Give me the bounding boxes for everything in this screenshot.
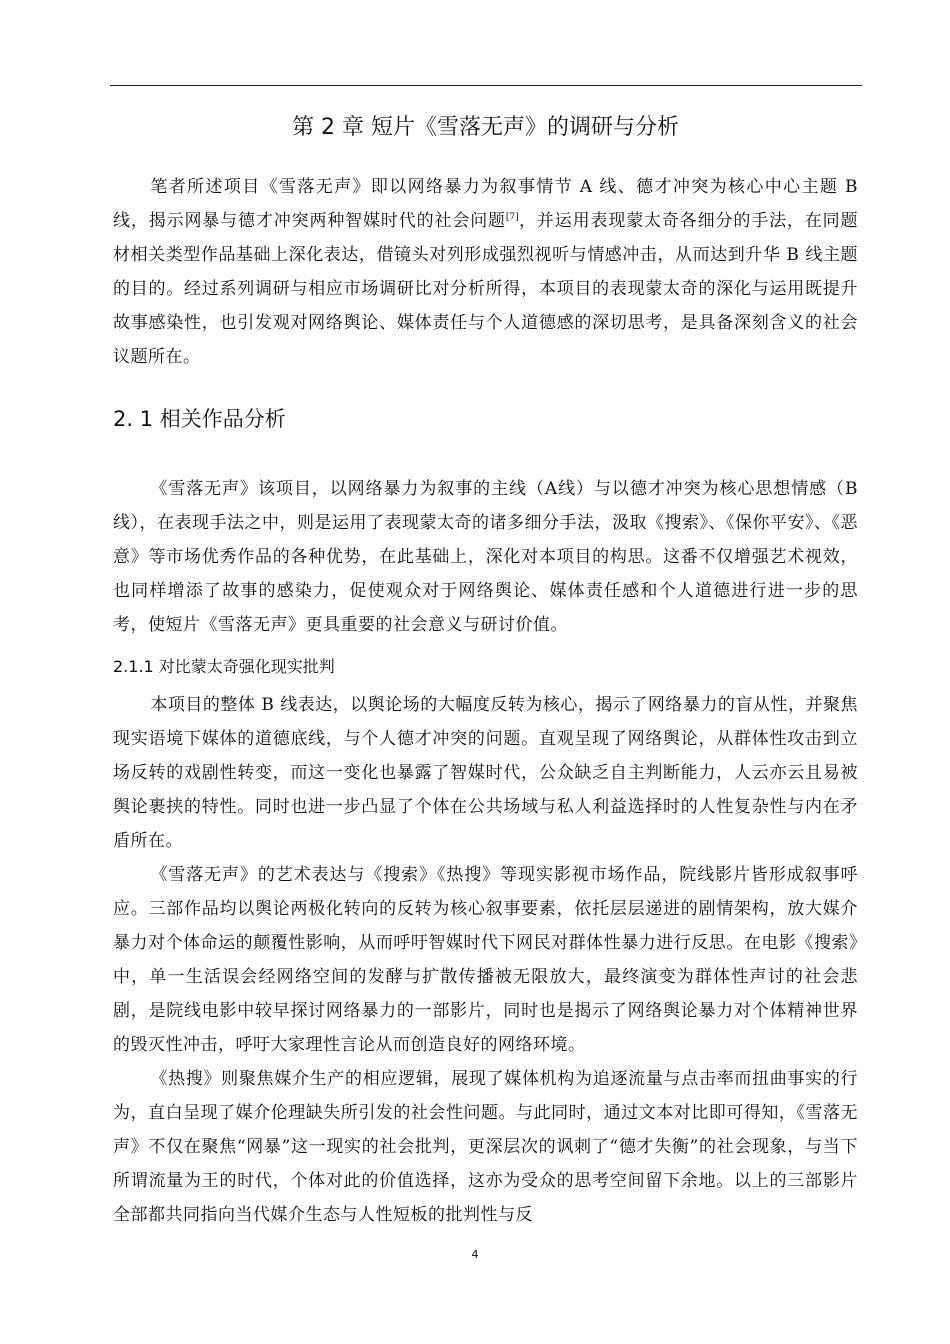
section-title: 2. 1 相关作品分析 <box>113 407 286 431</box>
subsection-title: 2.1.1 对比蒙太奇强化现实批判 <box>113 657 335 676</box>
section-paragraph: 《雪落无声》该项目，以网络暴力为叙事的主线（A线）与以德才冲突为核心思想情感（B线），在表现手法之中，则是运用了表现蒙太奇的诸多细分手法，汲取《搜索》、《保你平安》、《恶意》等市场优秀作品的各种优势，在此基础上，深化对本项目的构思。这番不仅增强艺术视效，也同样增添了故事的感染力，促使观众对于网络舆论、媒体责任感和个人道德进行进一步的思考，使短片《雪落无声》更具重要的社会意义与研讨价值。 <box>113 479 858 635</box>
header-rule <box>110 85 862 86</box>
intro-text: 笔者所述项目《雪落无声》即以网络暴力为叙事情节 A 线、德才冲突为核心中心主题 B 线，揭示网暴与德才冲突两种智媒时代的社会问题 <box>113 177 858 231</box>
subsection-paragraph-2: 《雪落无声》的艺术表达与《搜索》《热搜》等现实影视市场作品，院线影片皆形成叙事呼应。三部作品均以舆论两极化转向的反转为核心叙事要素，依托层层递进的剧情架构，放大媒介暴力对个体命运的颠覆性影响，从而呼吁智媒时代下网民对群体性暴力进行反思。在电影《搜索》中，单一生活误会经网络空间的发酵与扩散传播被无限放大，最终演变为群体性声讨的社会悲剧，是院线电影中较早探讨网络暴力的一部影片，同时也是揭示了网络舆论暴力对个体精神世界的毁灭性冲击，呼吁大家理性言论从而创造良好的网络环境。 <box>113 865 858 1055</box>
intro-paragraph <box>113 170 858 374</box>
subsection-paragraph-1: 本项目的整体 B 线表达，以舆论场的大幅度反转为核心，揭示了网络暴力的盲从性，并聚焦现实语境下媒体的道德底线，与个人德才冲突的问题。直观呈现了网络舆论，从群体性攻击到立场反转的戏剧性转变，而这一变化也暴露了智媒时代，公众缺乏自主判断能力，人云亦云且易被舆论裹挟的特性。同时也进一步凸显了个体在公共场域与私人利益选择时的人性复杂性与内在矛盾所在。 <box>113 695 858 851</box>
page-number: 4 <box>471 1248 479 1261</box>
chapter-title: 第 2 章 短片《雪落无声》的调研与分析 <box>292 115 679 140</box>
subsection-paragraph-3: 《热搜》则聚焦媒介生产的相应逻辑，展现了媒体机构为追逐流量与点击率而扭曲事实的行为，直白呈现了媒介伦理缺失所引发的社会性问题。与此同时，通过文本对比即可得知，《雪落无声》不仅在聚焦“网暴”这一现实的社会批判，更深层次的讽刺了“德才失衡”的社会现象，与当下所谓流量为王的时代，个体对此的价值选择，这亦为受众的思考空间留下余地。以上的三部影片全部都共同指向当代媒介生态与人性短板的批判性与反 <box>113 1069 858 1225</box>
page-content <box>113 108 858 1232</box>
intro-text-cont: ，并运用表现蒙太奇各细分的手法，在同题材相关类型作品基础上深化表达，借镜头对列形成强烈视听与情感冲击，从而达到升华 B 线主题的目的。经过系列调研与相应市场调研比对分析所得，本项目的表现蒙太奇的深化与运用既提升故事感染性，也引发观对网络舆论、媒体责任与个人道德感的深切思考，是具备深刻含义的社会议题所在。 <box>113 211 859 367</box>
citation-ref: [7] <box>505 212 519 223</box>
